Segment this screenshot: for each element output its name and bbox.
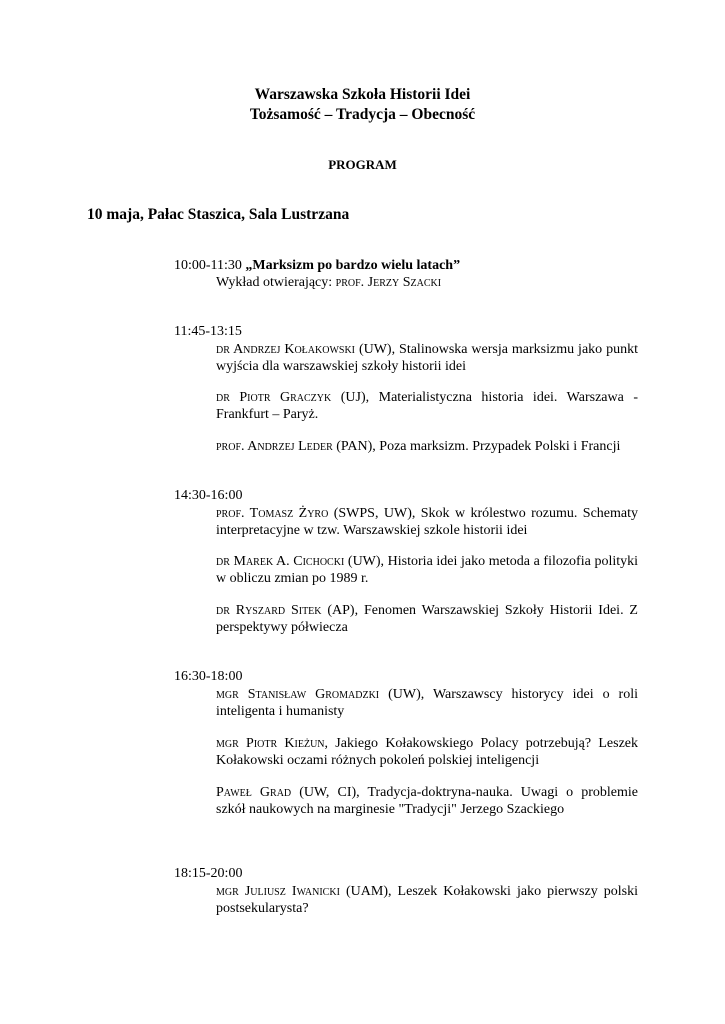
talk-description: (AP), Fenomen Warszawskiej Szkoły Historii Idei. Z perspektywy półwiecza [216,603,638,635]
talk-description: (UJ), Materialistyczna historia idei. Warszawa - Frankfurt – Paryż. [216,390,638,422]
speaker-name: Paweł Grad [216,785,292,800]
talk-description: (UW), Stalinowska wersja marksizmu jako punkt wyjścia dla warszawskiej szkoły historii idei [216,342,638,374]
speaker-name: dr Piotr Graczyk [216,390,332,405]
talk-description: (SWPS, UW), Skok w królestwo rozumu. Schematy interpretacyjne w tzw. Warszawskiej szkole historii idei [216,506,638,538]
talk-description: (UAM), Leszek Kołakowski jako pierwszy polski postsekularysta? [216,884,638,916]
session-time: 11:45-13:15 [174,324,242,339]
speaker-name: dr Andrzej Kołakowski [216,342,355,357]
session-time: 10:00-11:30 [174,258,242,273]
talk-description: , Jakiego Kołakowskiego Polacy potrzebują? Leszek Kołakowski oczami różnych pokoleń polskiej inteligencji [216,736,639,768]
opening-lecture-subtitle: Wykład otwierający: prof. Jerzy Szacki [216,275,442,290]
page-title-line2: Tożsamość – Tradycja – Obecność [249,106,476,123]
speaker-name: dr Ryszard Sitek [216,603,322,618]
talk-entry [216,784,638,818]
talk-description: (UW, CI), Tradycja-doktryna-nauka. Uwagi o problemie szkół naukowych na marginesie "Tradycji" Jerzego Szackiego [216,785,638,817]
speaker-name: mgr Juliusz Iwanicki [216,884,340,899]
session-time: 14:30-16:00 [174,488,243,503]
speaker-name: mgr Stanisław Gromadzki [216,687,380,702]
talk-description: (UW), Warszawscy historycy idei o roli inteligenta i humanisty [216,687,638,719]
talk-entry [216,438,638,455]
speaker-name: dr Marek A. Cichocki [216,554,345,569]
talk-entry [216,341,638,375]
speaker-name: prof. Tomasz Żyro [216,506,329,521]
page-title-line1: Warszawska Szkoła Historii Idei [254,86,471,103]
session-1 [174,258,460,274]
session-time: 18:15-20:00 [174,866,243,881]
talk-entry [216,553,638,587]
talk-description: (PAN), Poza marksizm. Przypadek Polski i Francji [332,439,621,454]
talk-entry [216,686,638,720]
session-time: 16:30-18:00 [174,669,243,684]
speaker-name: prof. Jerzy Szacki [335,275,442,290]
opening-lecture-title: „Marksizm po bardzo wielu latach” [245,258,461,273]
talk-entry [216,505,638,539]
talk-entry [216,389,638,423]
speaker-name: prof. Andrzej Leder [216,439,333,454]
talk-entry [216,735,638,769]
talk-entry [216,602,638,636]
speaker-name: mgr Piotr Kieżun [216,736,325,751]
talk-description: (UW), Historia idei jako metoda a filozofia polityki w obliczu zmian po 1989 r. [216,554,639,586]
day-heading: 10 maja, Pałac Staszica, Sala Lustrzana [87,206,350,223]
talk-entry [216,883,638,917]
program-heading: PROGRAM [328,157,397,172]
